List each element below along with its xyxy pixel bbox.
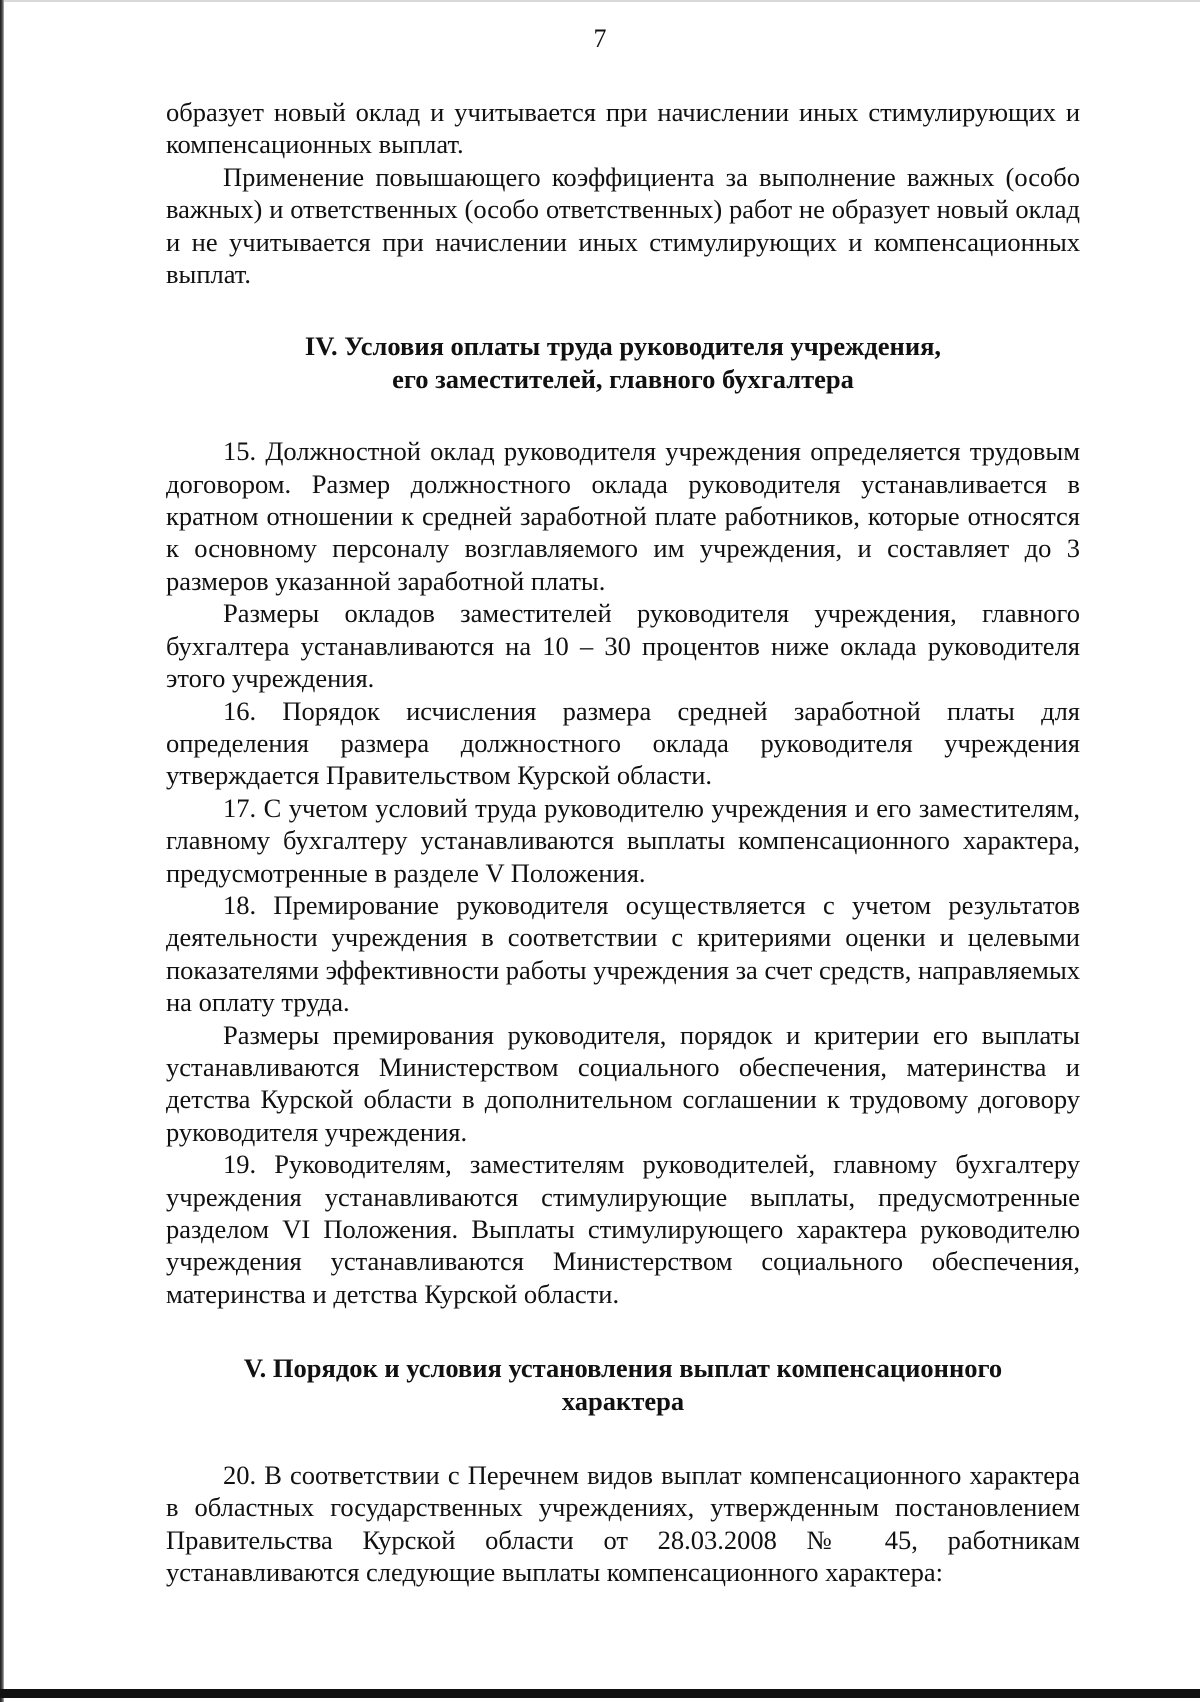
paragraph-19: 19. Руководителям, заместителям руководителей, главному бухгалтеру учреждения устанавливаются стимулирующие выплаты, предусмотренные разделом VI Положения. Выплаты стимулирующего характера руководителю учреждения устанавливаются Министерством социального обеспечения, материнства и детства Курской области. <box>166 1149 1080 1309</box>
scan-edge-bottom <box>0 1689 1200 1698</box>
heading-line: его заместителей, главного бухгалтера <box>392 363 854 394</box>
paragraph: образует новый оклад и учитывается при начислении иных стимулирующих и компенсационных выплат. <box>166 97 1080 160</box>
paragraph-15: 15. Должностной оклад руководителя учреждения определяется трудовым договором. Размер должностного оклада руководителя устанавливается в кратном отношении к средней заработной плате работников, которые относятся к основному персоналу возглавляемого им учреждения, и составляет до 3 размеров указанной заработной платы. <box>166 436 1080 596</box>
paragraph: Применение повышающего коэффициента за выполнение важных (особо важных) и ответственных (особо ответственных) работ не образует новый оклад и не учитывается при начислении иных стимулирующих и компенсационных выплат. <box>166 161 1080 290</box>
scan-edge-left <box>0 0 4 1702</box>
heading-line: V. Порядок и условия установления выплат компенсационного <box>243 1353 1003 1384</box>
heading-line: IV. Условия оплаты труда руководителя учреждения, <box>304 331 942 362</box>
section-heading-v <box>166 1352 1080 1417</box>
paragraph-18: 18. Премирование руководителя осуществляется с учетом результатов деятельности учреждения в соответствии с критериями оценки и целевыми показателями эффективности работы учреждения за счет средств, направляемых на оплату труда. <box>166 889 1080 1018</box>
paragraph: Размеры окладов заместителей руководителя учреждения, главного бухгалтера устанавливаются на 10 – 30 процентов ниже оклада руководителя этого учреждения. <box>166 598 1080 694</box>
paragraph-16: 16. Порядок исчисления размера средней заработной платы для определения размера должностного оклада руководителя учреждения утверждается Правительством Курской области. <box>166 695 1080 791</box>
page-number: 7 <box>593 24 607 53</box>
document-body <box>166 96 1080 1589</box>
scan-edge-top <box>0 0 1200 2</box>
paragraph-20: 20. В соответствии с Перечнем видов выплат компенсационного характера в областных государственных учреждениях, утвержденным постановлением Правительства Курской области от 28.03.2008 № 45, работникам устанавливаются следующие выплаты компенсационного характера: <box>166 1460 1080 1588</box>
paragraph: Размеры премирования руководителя, порядок и критерии его выплаты устанавливаются Министерством социального обеспечения, материнства и детства Курской области в дополнительном соглашении к трудовому договору руководителя учреждения. <box>166 1019 1080 1147</box>
paragraph-17: 17. С учетом условий труда руководителю учреждения и его заместителям, главному бухгалтеру устанавливаются выплаты компенсационного характера, предусмотренные в разделе V Положения. <box>166 792 1080 888</box>
section-heading-iv <box>166 330 1080 395</box>
heading-line: характера <box>561 1385 685 1416</box>
